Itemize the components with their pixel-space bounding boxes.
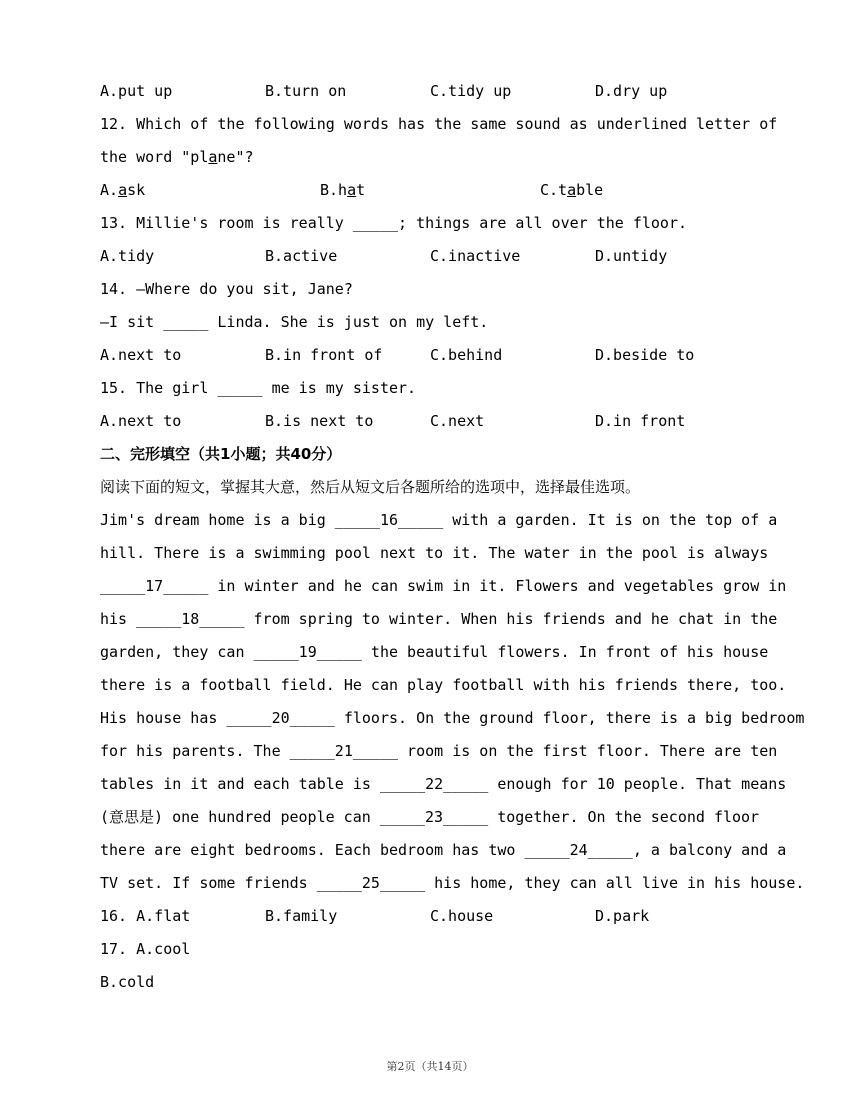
q17-option-b: B.cold [100,973,155,991]
q12-options [100,174,770,207]
q12-option-c-underlined: a [567,181,577,199]
q16-option-b: B.family [265,907,338,925]
q12-text: the word "pl [100,148,209,166]
q13-options [100,240,770,273]
q12-underlined-letter: a [208,148,218,166]
q11-option-d: D.dry up [595,82,668,100]
q16-option-d: D.park [595,907,650,925]
q14-stem-line1: 14. —Where do you sit, Jane? [100,280,353,298]
q15-option-d: D.in front [595,412,686,430]
q12-option-b-text: t [356,181,366,199]
q12-stem-line1: 12. Which of the following words has the same sound as underlined letter of [100,115,778,133]
q11-option-c: C.tidy up [430,82,512,100]
q16-option-a: 16. A.flat [100,907,191,925]
q14-option-c: C.behind [430,346,503,364]
q12-option-c-text: C.t [540,181,568,199]
q15-options [100,405,770,438]
passage-line: garden, they can _____19_____ the beautiful flowers. In front of his house [100,643,769,661]
q12-option-b-text: B.h [320,181,348,199]
passage-line: _____17_____ in winter and he can swim in it. Flowers and vegetables grow in [100,577,787,595]
q13-option-b: B.active [265,247,338,265]
q15-option-b: B.is next to [265,412,374,430]
q13-option-d: D.untidy [595,247,668,265]
q11-options [100,75,770,108]
q12-stem-line2 [100,141,770,174]
q13-option-c: C.inactive [430,247,521,265]
q11-option-a: A.put up [100,82,173,100]
q15-option-a: A.next to [100,412,182,430]
passage-line: His house has _____20_____ floors. On the ground floor, there is a big bedroom [100,709,805,727]
q15-option-c: C.next [430,412,485,430]
passage-line: TV set. If some friends _____25_____ his home, they can all live in his house. [100,874,805,892]
q17-option-a: 17. A.cool [100,940,191,958]
q16-options [100,900,770,933]
q14-option-b: B.in front of [265,346,383,364]
q14-options [100,339,770,372]
q12-option-c-text: ble [576,181,604,199]
passage-line: there are eight bedrooms. Each bedroom has two _____24_____, a balcony and a [100,841,787,859]
passage-line: his _____18_____ from spring to winter. When his friends and he chat in the [100,610,778,628]
q12-option-a [100,174,320,207]
q16-option-c: C.house [430,907,494,925]
q13-option-a: A.tidy [100,247,155,265]
q15-stem: 15. The girl _____ me is my sister. [100,379,417,397]
passage-line: hill. There is a swimming pool next to it. The water in the pool is always [100,544,769,562]
q12-option-b [320,174,540,207]
q12-option-c [540,174,760,207]
section-instruction: 阅读下面的短文，掌握其大意，然后从短文后各题所给的选项中，选择最佳选项。 [100,478,641,496]
passage-line: there is a football field. He can play football with his friends there, too. [100,676,787,694]
q14-option-a: A.next to [100,346,182,364]
page-footer: 第2页（共14页） [386,1060,474,1073]
q11-option-b: B.turn on [265,82,347,100]
passage-line: for his parents. The _____21_____ room is on the first floor. There are ten [100,742,778,760]
q12-option-b-underlined: a [347,181,357,199]
q14-option-d: D.beside to [595,346,695,364]
q12-text: ne"? [217,148,254,166]
passage-line: Jim's dream home is a big _____16_____ with a garden. It is on the top of a [100,511,778,529]
passage-line: (意思是) one hundred people can _____23_____ together. On the second floor [100,808,760,826]
q12-option-a-text: A. [100,181,119,199]
q14-stem-line2: —I sit _____ Linda. She is just on my left. [100,313,489,331]
q13-stem: 13. Millie's room is really _____; things are all over the floor. [100,214,687,232]
section-title: 二、完形填空（共1小题；共40分） [100,445,342,463]
q12-option-a-underlined: a [118,181,128,199]
question-content [100,75,805,999]
passage-line: tables in it and each table is _____22_____ enough for 10 people. That means [100,775,787,793]
q12-option-a-text: sk [127,181,146,199]
